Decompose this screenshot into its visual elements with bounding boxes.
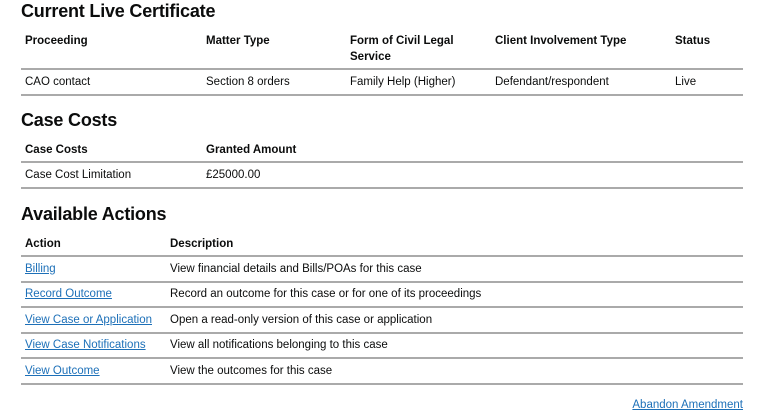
cell-cost-name: Case Cost Limitation	[21, 162, 202, 188]
table-header-row	[21, 232, 743, 256]
billing-link[interactable]: Billing	[25, 262, 56, 275]
view-case-or-application-link[interactable]: View Case or Application	[25, 313, 152, 326]
view-outcome-link[interactable]: View Outcome	[25, 364, 100, 377]
table-row	[21, 162, 743, 188]
table-row	[21, 256, 743, 282]
table-row	[21, 282, 743, 308]
col-form-of-service: Form of Civil Legal Service	[346, 29, 491, 69]
col-case-costs: Case Costs	[21, 138, 202, 162]
cell-form-of-service: Family Help (Higher)	[346, 69, 491, 95]
action-description: Open a read-only version of this case or application	[166, 307, 743, 333]
action-description: View the outcomes for this case	[166, 358, 743, 384]
col-matter-type: Matter Type	[202, 29, 346, 69]
col-status: Status	[671, 29, 743, 69]
col-description: Description	[166, 232, 743, 256]
actions-table	[21, 232, 743, 385]
certificate-table	[21, 29, 743, 96]
action-description: View financial details and Bills/POAs for this case	[166, 256, 743, 282]
certificate-heading: Current Live Certificate	[21, 1, 216, 21]
case-costs-table	[21, 138, 743, 189]
cell-matter-type: Section 8 orders	[202, 69, 346, 95]
col-proceeding: Proceeding	[21, 29, 202, 69]
cell-granted-amount: £25000.00	[202, 162, 743, 188]
action-description: View all notifications belonging to this case	[166, 333, 743, 359]
cell-client-involvement: Defendant/respondent	[491, 69, 671, 95]
table-row	[21, 69, 743, 95]
cell-proceeding: CAO contact	[21, 69, 202, 95]
view-case-notifications-link[interactable]: View Case Notifications	[25, 339, 146, 352]
action-description: Record an outcome for this case or for one of its proceedings	[166, 282, 743, 308]
table-row	[21, 333, 743, 359]
table-row	[21, 307, 743, 333]
abandon-amendment-link[interactable]: Abandon Amendment	[632, 399, 743, 411]
record-outcome-link[interactable]: Record Outcome	[25, 288, 112, 301]
col-granted-amount: Granted Amount	[202, 138, 743, 162]
table-header-row	[21, 29, 743, 69]
col-client-involvement: Client Involvement Type	[491, 29, 671, 69]
available-actions-heading: Available Actions	[21, 204, 167, 224]
col-action: Action	[21, 232, 166, 256]
cell-status: Live	[671, 69, 743, 95]
table-row	[21, 358, 743, 384]
table-header-row	[21, 138, 743, 162]
case-costs-heading: Case Costs	[21, 110, 118, 130]
